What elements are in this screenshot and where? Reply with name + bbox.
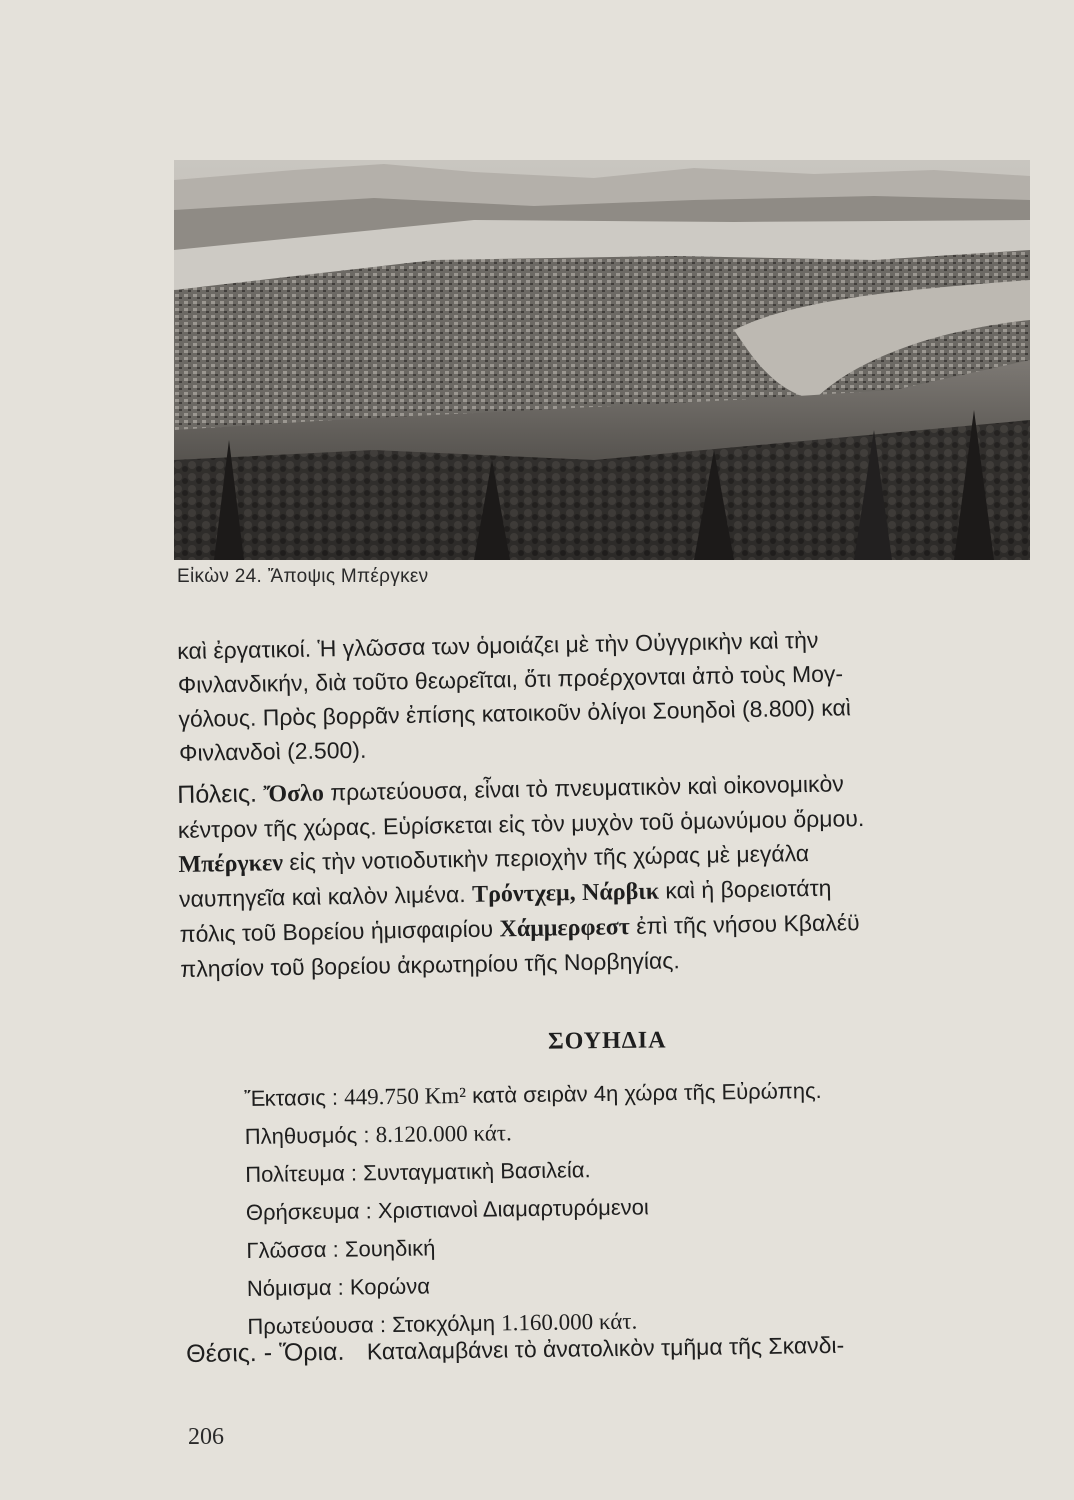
figure-caption: Εἰκὼν 24. Ἄποψις Μπέργκεν [177,566,429,587]
fact-value: 1.160.000 κάτ. [500,1308,638,1336]
bergen-panorama-image [174,160,1030,560]
paragraph-people [177,619,1039,770]
sweden-facts [244,1069,1048,1346]
text-line: πλησίον τοῦ βορείου ἀκρωτηρίου τῆς Νορβηγίας. [180,947,680,982]
page-number: 206 [188,1424,224,1450]
fact-value: Χριστιανοὶ Διαμαρτυρόμενοι [377,1194,649,1224]
fact-value: 8.120.000 κάτ. [375,1120,512,1148]
text-fragment: ἐπὶ τῆς νήσου Κβαλέϋ [636,909,860,940]
city-hammerfest: Χάμμερφεστ [499,914,631,943]
fact-label: Θρήσκευμα : [245,1198,372,1225]
fact-label: Ἔκτασις : [244,1084,339,1111]
fact-label: Πληθυσμός : [244,1122,370,1149]
text-fragment: καὶ ἡ βορειοτάτη [665,874,832,904]
bergen-photo [174,160,1030,560]
text-line: κέντρον τῆς χώρας. Εὑρίσκεται εἰς τὸν μυχὸν τοῦ ὁμωνύμου ὅρμου. [177,805,865,843]
text-line: καὶ ἐργατικοί. Ἡ γλῶσσα των ὁμοιάζει μὲ τὴν Οὐγγρικὴν καὶ τὴν [177,626,819,664]
fact-note: κατὰ σειρὰν 4η χώρα τῆς Εὐρώπης. [472,1077,822,1108]
fact-value: 449.750 Km² [344,1082,467,1110]
position-heading: Θέσις. - Ὅρια. [186,1337,345,1368]
cities-heading: Πόλεις. [177,779,258,809]
fact-label: Γλῶσσα : [246,1236,339,1263]
position-text: Καταλαμβάνει τὸ ἀνατολικὸν τμῆμα τῆς Σκανδι- [366,1331,845,1365]
text-line: Φινλανδικήν, διὰ τοῦτο θεωρεῖται, ὅτι προέρχονται ἀπὸ τοὺς Μογ- [177,660,844,698]
city-narvik: Νάρβικ [581,878,660,906]
city-bergen: Μπέργκεν [178,850,284,878]
text-fragment: πρωτεύουσα, εἶναι τὸ πνευματικὸν καὶ οἰκονομικὸν [330,770,845,806]
city-trondheim: Τρόντχεμ, [471,880,576,908]
text-fragment: πόλις τοῦ Βορείου ἡμισφαιρίου [179,915,494,947]
fact-label: Πρωτεύουσα : [247,1312,387,1339]
fact-value: Σουηδική [344,1235,436,1262]
text-line: γόλους. Πρὸς βορρᾶν ἐπίσης κατοικοῦν ὀλίγοι Σουηδοὶ (8.800) καὶ [178,694,852,732]
fact-value: Στοκχόλμη [391,1310,496,1337]
fact-label: Νόμισμα : [246,1274,344,1301]
fact-label: Πολίτευμα : [245,1160,358,1187]
text-line: Φινλανδοὶ (2.500). [178,736,367,766]
fact-value: Κορώνα [349,1273,431,1300]
text-fragment: ναυπηγεῖα καὶ καλὸν λιμένα. [178,880,466,912]
city-oslo: Ὄσλο [263,780,325,808]
section-title-sweden: ΣΟΥΗΔΙΑ [547,1027,667,1055]
text-fragment: εἰς τὴν νοτιοδυτικὴν περιοχὴν τῆς χώρας μὲ μεγάλα [289,839,810,876]
paragraph-cities [177,763,1040,986]
fact-value: Συνταγματικὴ Βασιλεία. [363,1157,591,1186]
